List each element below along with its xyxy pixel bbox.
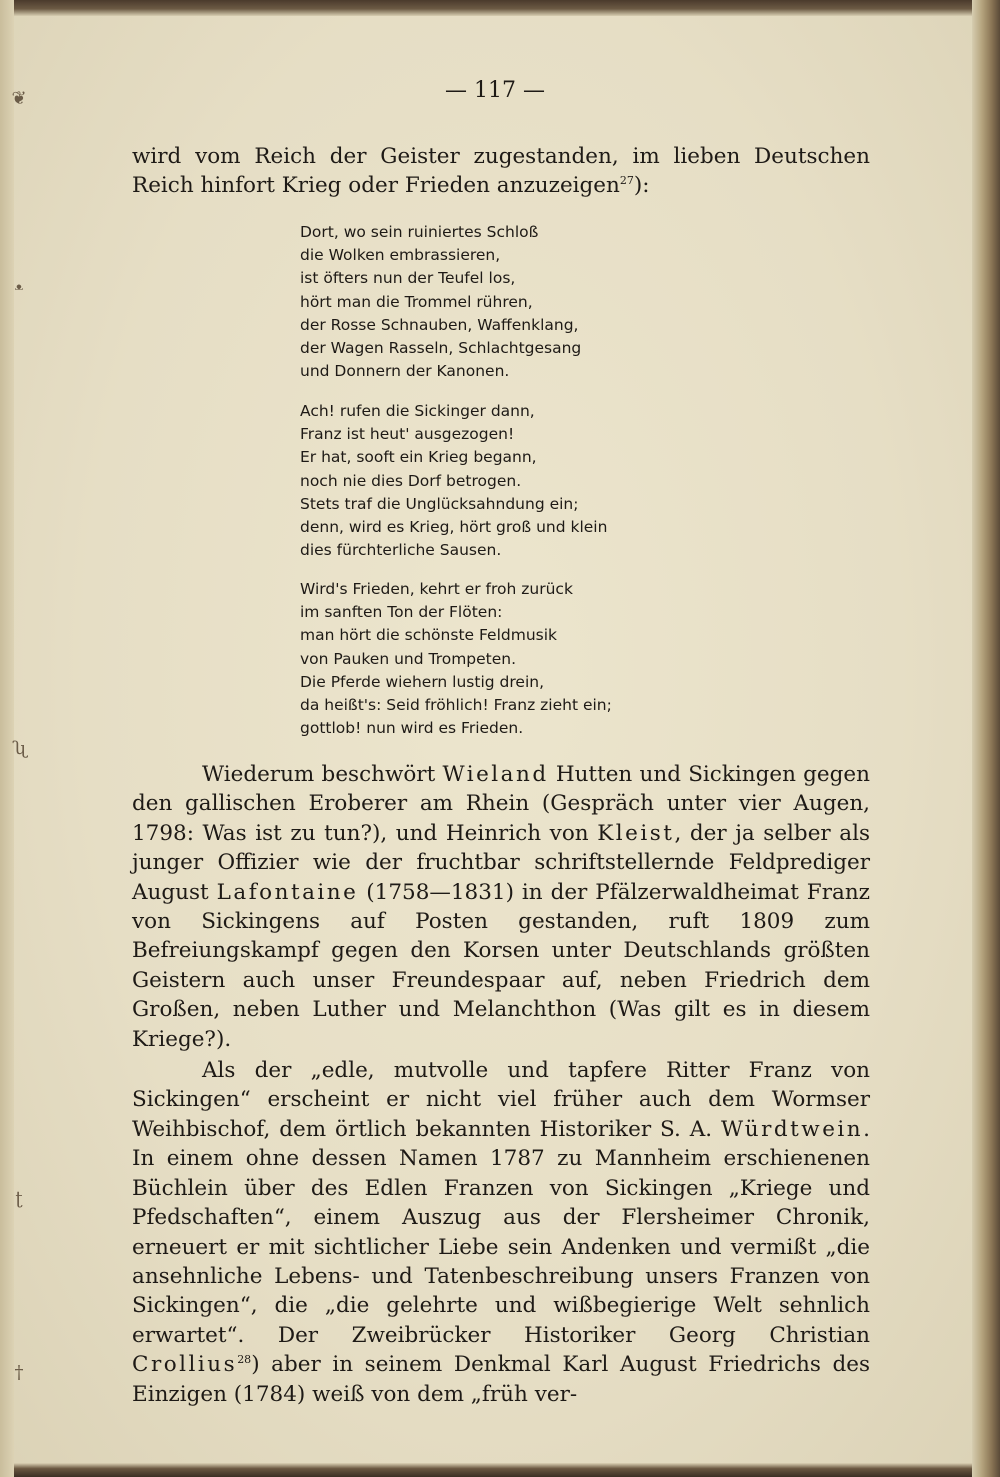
poem-line: im sanften Ton der Flöten:: [300, 603, 503, 622]
poem-line: Stets traf die Unglücksahndung ein;: [300, 494, 579, 513]
margin-mark-4: ʈ: [15, 1188, 23, 1209]
poem-line: hört man die Trommel rühren,: [300, 292, 533, 311]
poem-line: man hört die schönste Feldmusik: [300, 626, 558, 645]
spaced-name-crollius: Crollius: [132, 1352, 238, 1378]
paragraph-text: , der ja selber als junger Offizier wie der fruchtbar schriftstellernde Feldprediger August: [132, 820, 871, 905]
poem-line: Wird's Frieden, kehrt er froh zurück: [300, 580, 573, 598]
page-right-edge-book-cover: [972, 0, 1000, 1477]
poem-line: Franz ist heut' ausgezogen!: [300, 425, 515, 444]
poem-line: dies fürchterliche Sausen.: [300, 541, 502, 560]
spaced-name-wieland: Wieland: [442, 762, 549, 787]
poem-line: Dort, wo sein ruiniertes Schloß: [300, 223, 539, 241]
poem-stanza-1: [300, 221, 740, 383]
paragraph-text: Wiederum beschwört: [202, 762, 443, 787]
paragraph-text: Hutten und Sickingen gegen den gallischen Eroberer am Rhein (Gespräch unter vier Augen, 1798: Was ist zu tun?), und Heinrich von: [132, 762, 870, 846]
poem-line: denn, wird es Krieg, hört groß und klein: [300, 518, 608, 537]
page-bottom-edge: [0, 1463, 1000, 1477]
footnote-ref-28: 28: [237, 1352, 252, 1366]
poem-line: der Rosse Schnauben, Waffenklang,: [300, 315, 579, 334]
spaced-name-kleist: Kleist: [597, 820, 675, 846]
paragraph-wuerdtwein-crollius: [132, 1056, 870, 1409]
poem-stanza-3: [300, 578, 740, 740]
poem-line: der Wagen Rasseln, Schlachtgesang: [300, 339, 582, 358]
poem-stanza-2: [300, 400, 740, 562]
paragraph-text: ) aber in seinem Denkmal Karl August Friedrichs des Einzigen (1784) weiß von dem „früh ver-: [132, 1352, 870, 1407]
paragraph-text: . In einem ohne dessen Namen 1787 zu Mannheim erschienenen Büchlein über des Edlen Franzen von Sickingen „Kriege und Pfedschaften“, einem Auszug aus der Flersheimer Chronik, erneuert er mit sichtlicher Liebe sein Andenken und vermißt „die ansehnliche Lebens- und Tatenbeschreibung unsers Franzen von Sickingen“, die „die gelehrte und wißbegierige Welt sehnlich erwartet“. Der Zweibrücker Historiker Georg Christian: [132, 1116, 870, 1348]
margin-mark-5: †: [14, 1362, 24, 1383]
poem-line: gottlob! nun wird es Frieden.: [300, 719, 524, 738]
poem-line: ist öfters nun der Teufel los,: [300, 269, 516, 288]
footnote-ref-27: 27: [619, 174, 634, 188]
margin-mark-1: ❦: [11, 88, 27, 109]
poem-line: Er hat, sooft ein Krieg begann,: [300, 448, 537, 467]
paragraph-text: Als der „edle, mutvolle und tapfere Ritter Franz von Sickingen“ erscheint er nicht viel früher auch dem Wormser Weihbischof, dem örtlich bekannten Historiker S. A.: [132, 1058, 870, 1142]
poem-line: die Wolken embrassieren,: [300, 246, 501, 265]
page-number: — 117 —: [445, 78, 545, 103]
paragraph-wieland-kleist: [132, 760, 870, 1054]
intro-paragraph: [132, 142, 870, 201]
poem-line: von Pauken und Trompeten.: [300, 649, 517, 668]
poem-line: Die Pferde wiehern lustig drein,: [300, 672, 544, 691]
main-prose: [132, 760, 870, 1409]
spaced-name-lafontaine: Lafontaine: [216, 879, 359, 905]
poem-line: Ach! rufen die Sickinger dann,: [300, 402, 535, 420]
page-top-edge: [0, 0, 1000, 16]
margin-mark-2: ᵜ: [14, 280, 24, 301]
poem-line: und Donnern der Kanonen.: [300, 362, 510, 381]
poem-line: da heißt's: Seid fröhlich! Franz zieht ein;: [300, 696, 612, 715]
spaced-name-wuerdtwein: Würdtwein: [721, 1116, 864, 1142]
intro-text-end: ):: [633, 173, 650, 199]
intro-text: wird vom Reich der Geister zugestanden, im lieben Deutschen Reich hinfort Krieg oder Frieden anzuzeigen: [132, 144, 870, 199]
paragraph-text: (1758—1831) in der Pfälzerwaldheimat Franz von Sickingens auf Posten gestanden, ruft 1809 zum Befreiungskampf gegen den Korsen unter Deutschlands größten Geistern auch unser Freundespaar auf, neben Friedrich dem Großen, neben Luther und Melanchthon (Was gilt es in diesem Kriege?).: [132, 879, 870, 1052]
poem-line: noch nie dies Dorf betrogen.: [300, 471, 522, 490]
margin-mark-3: ʯ: [12, 738, 26, 759]
